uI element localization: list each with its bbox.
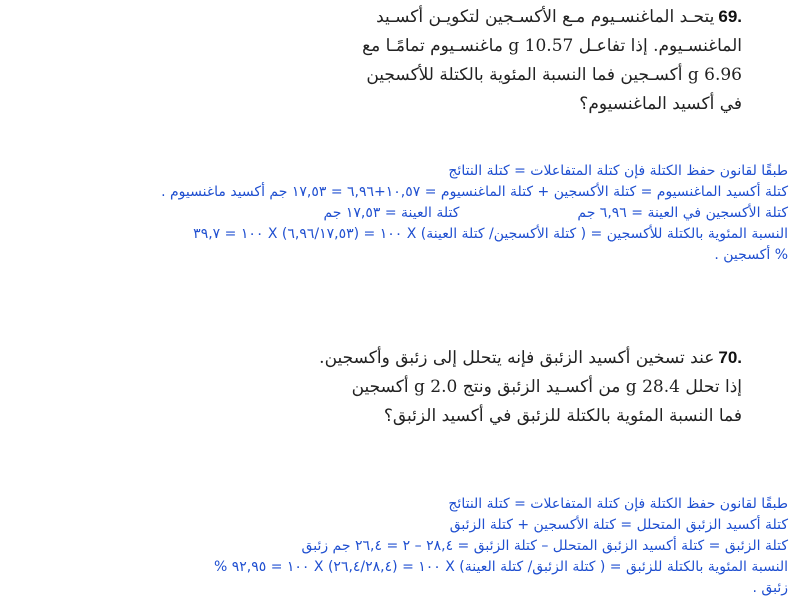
question-69-number: 69. [718, 7, 742, 26]
answer-69 [12, 161, 788, 266]
answer-69-line-1: طبقًا لقانون حفظ الكتلة فإن كتلة المتفاعلات = كتلة النتائج [448, 163, 788, 179]
answer-70-line-1: طبقًا لقانون حفظ الكتلة فإن كتلة المتفاعلات = كتلة النتائج [448, 496, 788, 512]
answer-70 [12, 494, 788, 599]
answer-69-sample-mass: كتلة العينة = ١٧,٥٣ جم [323, 205, 460, 221]
question-69 [312, 2, 742, 119]
question-70 [312, 343, 742, 431]
question-69-line-4: في أكسيد الماغنسيوم؟ [579, 94, 742, 114]
question-70-line-3: فما النسبة المئوية بالكتلة للزئبق في أكسيد الزئبق؟ [383, 406, 742, 426]
answer-69-line-5: % أكسجين . [714, 247, 788, 263]
question-70-text-1: عند تسخين أكسيد الزئبق فإنه يتحلل إلى زئبق وأكسجين. [319, 348, 715, 368]
question-70-line-1 [312, 343, 742, 373]
answer-69-line-4: النسبة المئوية بالكتلة للأكسجين = ( كتلة الأكسجين/ كتلة العينة) X ١٠٠ = (٦,٩٦/١٧,٥٣) X ١٠٠ = ٣٩,٧ [193, 226, 788, 242]
answer-70-line-3: كتلة الزئبق = كتلة أكسيد الزئبق المتحلل – كتلة الزئبق = ٢٨,٤ – ٢ = ٢٦,٤ جم زئبق [301, 538, 788, 554]
question-69-line-2: الماغنسـيوم. إذا تفاعـل 10.57 g ماغنسـيوم تمامًـا مع [362, 36, 742, 56]
answer-69-line-3 [12, 203, 788, 224]
question-70-line-2: إذا تحلل 28.4 g من أكسـيد الزئبق ونتج 2.0 g أكسجين [351, 377, 742, 397]
question-69-line-3: 6.96 g أكسـجين فما النسبة المئوية بالكتلة للأكسجين [366, 65, 742, 85]
answer-70-line-4: النسبة المئوية بالكتلة للزئبق = ( كتلة الزئبق/ كتلة العينة) X ١٠٠ = (٢٦,٤/٢٨,٤) X ١٠٠ = ٩٢,٩٥ % [213, 559, 788, 575]
answer-69-line-2: كتلة أكسيد الماغنسيوم = كتلة الأكسجين + كتلة الماغنسيوم = ١٠,٥٧+٦,٩٦ = ١٧,٥٣ جم أكسيد ماغنسيوم . [161, 184, 788, 200]
question-69-line-1 [312, 2, 742, 32]
answer-70-line-2: كتلة أكسيد الزئبق المتحلل = كتلة الأكسجين + كتلة الزئبق [449, 517, 788, 533]
answer-70-line-5: زئبق . [752, 580, 788, 596]
question-70-number: 70. [718, 348, 742, 367]
answer-69-oxygen-mass: كتلة الأكسجين في العينة = ٦,٩٦ جم [577, 205, 788, 221]
question-69-text-1: يتحـد الماغنسـيوم مـع الأكسـجين لتكويـن أكسـيد [376, 7, 715, 27]
